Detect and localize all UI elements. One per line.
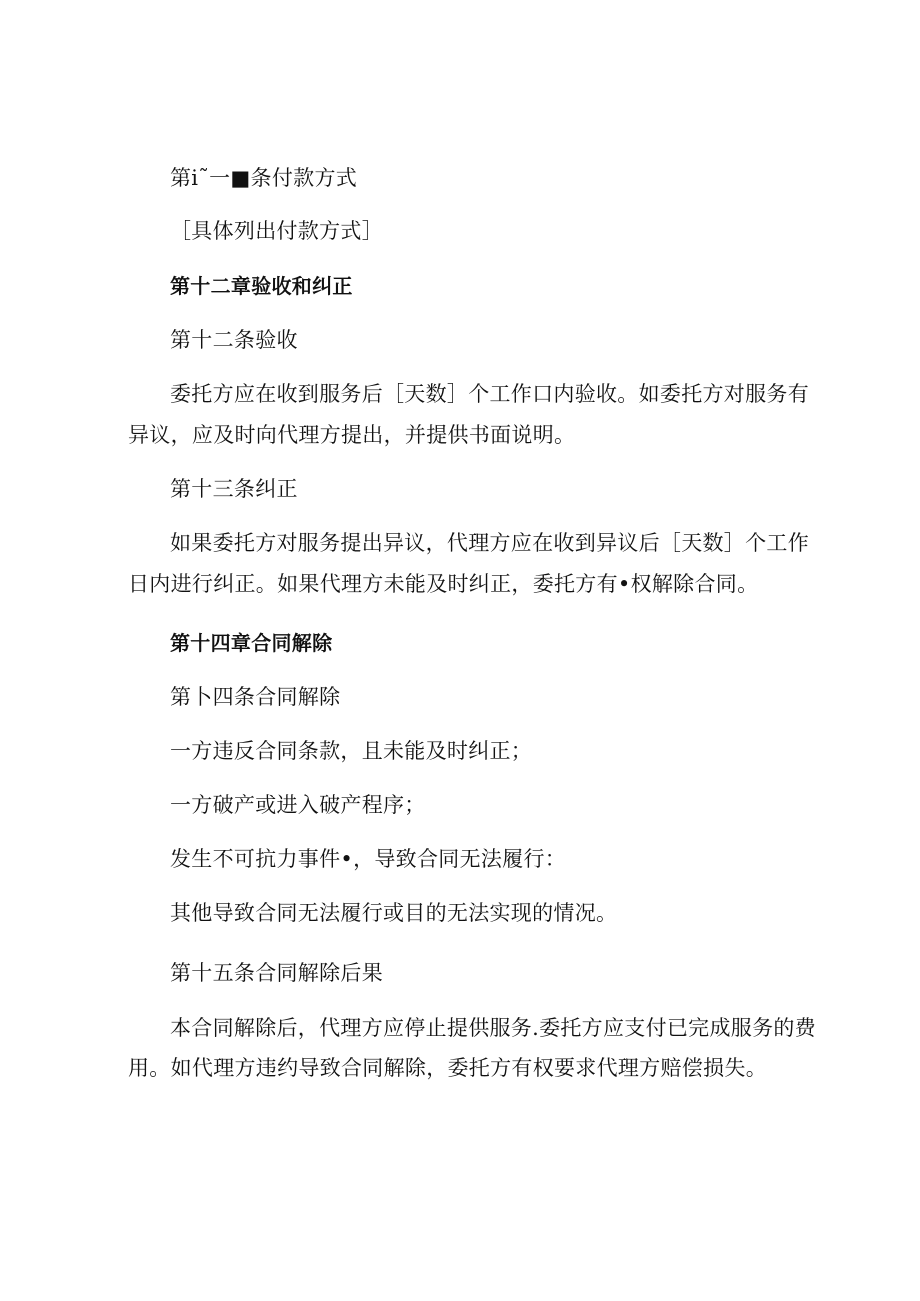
chapter-14-heading: 第十四章合同解除: [170, 631, 333, 655]
article-11-title: 第i˜一■条付款方式: [170, 166, 358, 190]
article-15-body-line-1: 本合同解除后，代理方应停止提供服务.委托方应支付已完成服务的费: [170, 1016, 816, 1040]
article-12-title: 第十二条验收: [170, 328, 298, 352]
chapter-12-heading: 第十二章验收和纠正: [170, 274, 353, 298]
article-14-title: 第卜四条合同解除: [170, 685, 341, 709]
article-15-title: 第十五条合同解除后果: [170, 961, 383, 985]
article-13-title: 第十三条纠正: [170, 477, 298, 501]
article-14-item-4: 其他导致合同无法履行或目的无法实现的情况。: [170, 901, 618, 925]
article-14-item-3: 发生不可抗力事件•，导致合同无法履行：: [170, 847, 567, 871]
article-12-body-line-2: 异议，应及时向代理方提出，并提供书面说明。: [128, 423, 576, 447]
article-12-body-line-1: 委托方应在收到服务后［天数］个工作口内验收。如委托方对服务有: [170, 382, 809, 406]
article-14-item-1: 一方违反合同条款，且未能及时纠正；: [170, 739, 533, 763]
article-15-body-line-2: 用。如代理方违约导致合同解除，委托方有权要求代理方赔偿损失。: [128, 1056, 767, 1080]
article-13-body-line-1: 如果委托方对服务提出异议，代理方应在收到异议后［天数］个工作: [170, 531, 809, 555]
article-11-body: ［具体列出付款方式］: [170, 219, 383, 243]
article-13-body-line-2: 日内进行纠正。如果代理方未能及时纠正，委托方有•权解除合同。: [128, 572, 759, 596]
article-14-item-2: 一方破产或进入破产程序；: [170, 793, 426, 817]
